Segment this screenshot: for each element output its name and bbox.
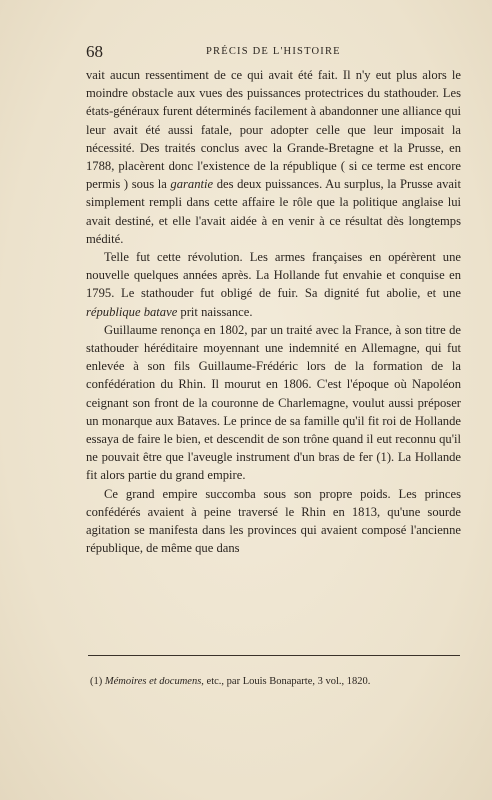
footnote-title: Mémoires et documens — [104, 676, 202, 687]
paragraph-2-end: prit naissance. — [177, 304, 253, 319]
paragraph-2-text: Telle fut cette révolution. Les armes françaises en opérèrent une nouvelle quelques années après. La Hollande fut envahie et conquise en 1795. Le stathouder fut obligé de fuir. Sa dignité fut abolie, et une — [86, 250, 461, 301]
body-text — [86, 66, 461, 557]
footnote-rest: , etc., par Louis Bonaparte, 3 vol., 1820. — [201, 676, 371, 687]
paragraph-2 — [86, 248, 461, 321]
paragraph-3: Guillaume renonça en 1802, par un traité avec la France, à son titre de stathouder héréditaire moyennant une indemnité en Allemagne, qui fut enlevée à son fils Guillaume-Frédéric lors de la formation de la confédération du Rhin. Il mourut en 1806. C'est l'époque où Napoléon ceignant son front de la couronne de Charlemagne, voulut aussi préposer un monarque aux Bataves. Le prince de sa famille qu'il fit roi de Hollande essaya de faire le bien, et descendit de son trône quand il eut reconnu qu'il ne pouvait être que l'aveugle instrument d'un bras de fer (1). La Hollande fit alors partie du grand empire. — [86, 322, 461, 483]
paragraph-1-end: des deux puissances. Au surplus, la Prusse avait simplement rempli dans cette affaire le rôle que la politique anglaise lui avait destiné, et elle l'avait aidée à en venir à ce résultat dès longtemps médité. — [86, 177, 461, 246]
paragraph-1 — [86, 66, 461, 248]
paragraph-2-italic: république batave — [86, 304, 178, 319]
footnote-marker: (1) — [90, 676, 105, 687]
footnote-divider — [88, 655, 460, 656]
page-header — [86, 42, 466, 66]
page-number: 68 — [86, 42, 103, 61]
paragraph-1-text: vait aucun ressentiment de ce qui avait été fait. Il n'y eut plus alors le moindre obstacle aux vues des puissances protectrices du stathouder. Les états-généraux furent déterminés facilement à abandonner une alliance qui leur avait été aussi fatale, pour adopter celle que leur imposait la nécessité. Des traités conclus avec la Grande-Bretagne et la Prusse, en 1788, placèrent donc l'existence de la république ( si ce terme est encore permis ) sous la — [86, 68, 461, 192]
paragraph-4: Ce grand empire succomba sous son propre poids. Les princes confédérés avaient à peine traversé le Rhin en 1813, qu'une sourde agitation se manifesta dans les provinces qui avaient composé l'ancienne république, de même que dans — [86, 486, 461, 556]
running-head: PRÉCIS DE L'HISTOIRE — [206, 46, 341, 57]
paragraph-1-italic: garantie — [170, 177, 214, 192]
footnote — [90, 676, 470, 687]
